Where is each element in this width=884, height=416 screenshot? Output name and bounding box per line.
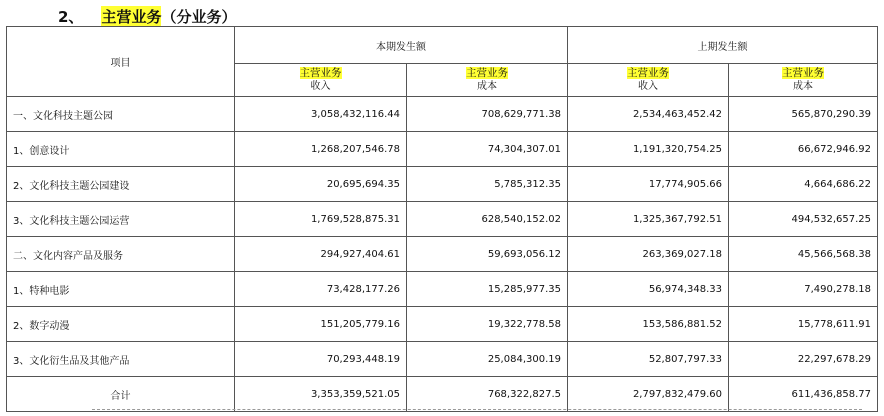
cell-current-cost: 74,304,307.01 <box>407 132 568 167</box>
cell-prior-cost: 15,778,611.91 <box>729 307 878 342</box>
table-row <box>7 167 878 202</box>
cell-prior-revenue: 1,191,320,754.25 <box>568 132 729 167</box>
row-item: 3、文化衍生品及其他产品 <box>7 342 235 377</box>
subheader-top: 主营业务 <box>299 67 342 79</box>
cell-current-cost: 628,540,152.02 <box>407 202 568 237</box>
cell-prior-revenue: 263,369,027.18 <box>568 237 729 272</box>
table-row <box>7 132 878 167</box>
cell-prior-revenue: 56,974,348.33 <box>568 272 729 307</box>
cell-prior-cost: 494,532,657.25 <box>729 202 878 237</box>
subheader-top: 主营业务 <box>627 67 669 79</box>
section-title-highlight: 主营业务 <box>101 7 162 26</box>
cell-prior-revenue: 1,325,367,792.51 <box>568 202 729 237</box>
row-item: 1、特种电影 <box>7 272 235 307</box>
cell-prior-cost: 22,297,678.29 <box>729 342 878 377</box>
table-header-row <box>7 27 878 64</box>
table-row <box>7 342 878 377</box>
cell-current-cost: 25,084,300.19 <box>407 342 568 377</box>
cell-current-revenue: 151,205,779.16 <box>235 307 407 342</box>
table-row <box>7 97 878 132</box>
row-item: 二、文化内容产品及服务 <box>7 237 235 272</box>
table-row <box>7 202 878 237</box>
table-row <box>7 307 878 342</box>
cell-current-revenue: 20,695,694.35 <box>235 167 407 202</box>
row-item: 一、文化科技主题公园 <box>7 97 235 132</box>
subheader-top: 主营业务 <box>466 67 508 79</box>
row-item: 3、文化科技主题公园运营 <box>7 202 235 237</box>
cell-current-revenue: 1,769,528,875.31 <box>235 202 407 237</box>
cell-current-cost: 768,322,827.5 <box>407 377 568 412</box>
subheader-prior-revenue <box>568 64 729 97</box>
subheader-prior-cost <box>729 64 878 97</box>
main-business-table <box>6 26 878 412</box>
cell-prior-revenue: 17,774,905.66 <box>568 167 729 202</box>
cell-current-revenue: 294,927,404.61 <box>235 237 407 272</box>
cell-current-cost: 5,785,312.35 <box>407 167 568 202</box>
subheader-bottom: 成本 <box>793 81 813 92</box>
cell-prior-revenue: 2,534,463,452.42 <box>568 97 729 132</box>
section-number: 2、 <box>58 7 84 26</box>
row-item: 2、文化科技主题公园建设 <box>7 167 235 202</box>
cell-prior-cost: 66,672,946.92 <box>729 132 878 167</box>
section-title-suffix: （分业务） <box>161 7 237 26</box>
subheader-bottom: 收入 <box>310 81 331 92</box>
cell-current-cost: 708,629,771.38 <box>407 97 568 132</box>
row-item: 1、创意设计 <box>7 132 235 167</box>
cell-prior-cost: 7,490,278.18 <box>729 272 878 307</box>
row-item: 2、数字动漫 <box>7 307 235 342</box>
section-heading <box>58 5 236 27</box>
cell-prior-revenue: 2,797,832,479.60 <box>568 377 729 412</box>
prior-period-header: 上期发生额 <box>568 27 878 64</box>
page-divider <box>92 409 862 410</box>
cell-prior-revenue: 153,586,881.52 <box>568 307 729 342</box>
cell-current-cost: 15,285,977.35 <box>407 272 568 307</box>
subheader-top: 主营业务 <box>782 67 824 79</box>
cell-prior-cost: 45,566,568.38 <box>729 237 878 272</box>
cell-prior-cost: 4,664,686.22 <box>729 167 878 202</box>
cell-current-revenue: 3,353,359,521.05 <box>235 377 407 412</box>
subheader-current-revenue <box>235 64 407 97</box>
cell-current-cost: 19,322,778.58 <box>407 307 568 342</box>
current-period-header: 本期发生额 <box>235 27 568 64</box>
table-row <box>7 237 878 272</box>
cell-current-cost: 59,693,056.12 <box>407 237 568 272</box>
cell-current-revenue: 3,058,432,116.44 <box>235 97 407 132</box>
table-row-total <box>7 377 878 412</box>
item-header: 项目 <box>7 27 235 97</box>
subheader-bottom: 收入 <box>638 81 658 92</box>
subheader-bottom: 成本 <box>477 81 497 92</box>
row-item-total: 合计 <box>7 377 235 412</box>
cell-prior-cost: 565,870,290.39 <box>729 97 878 132</box>
cell-prior-cost: 611,436,858.77 <box>729 377 878 412</box>
cell-current-revenue: 1,268,207,546.78 <box>235 132 407 167</box>
cell-current-revenue: 70,293,448.19 <box>235 342 407 377</box>
subheader-current-cost <box>407 64 568 97</box>
cell-prior-revenue: 52,807,797.33 <box>568 342 729 377</box>
table-row <box>7 272 878 307</box>
cell-current-revenue: 73,428,177.26 <box>235 272 407 307</box>
